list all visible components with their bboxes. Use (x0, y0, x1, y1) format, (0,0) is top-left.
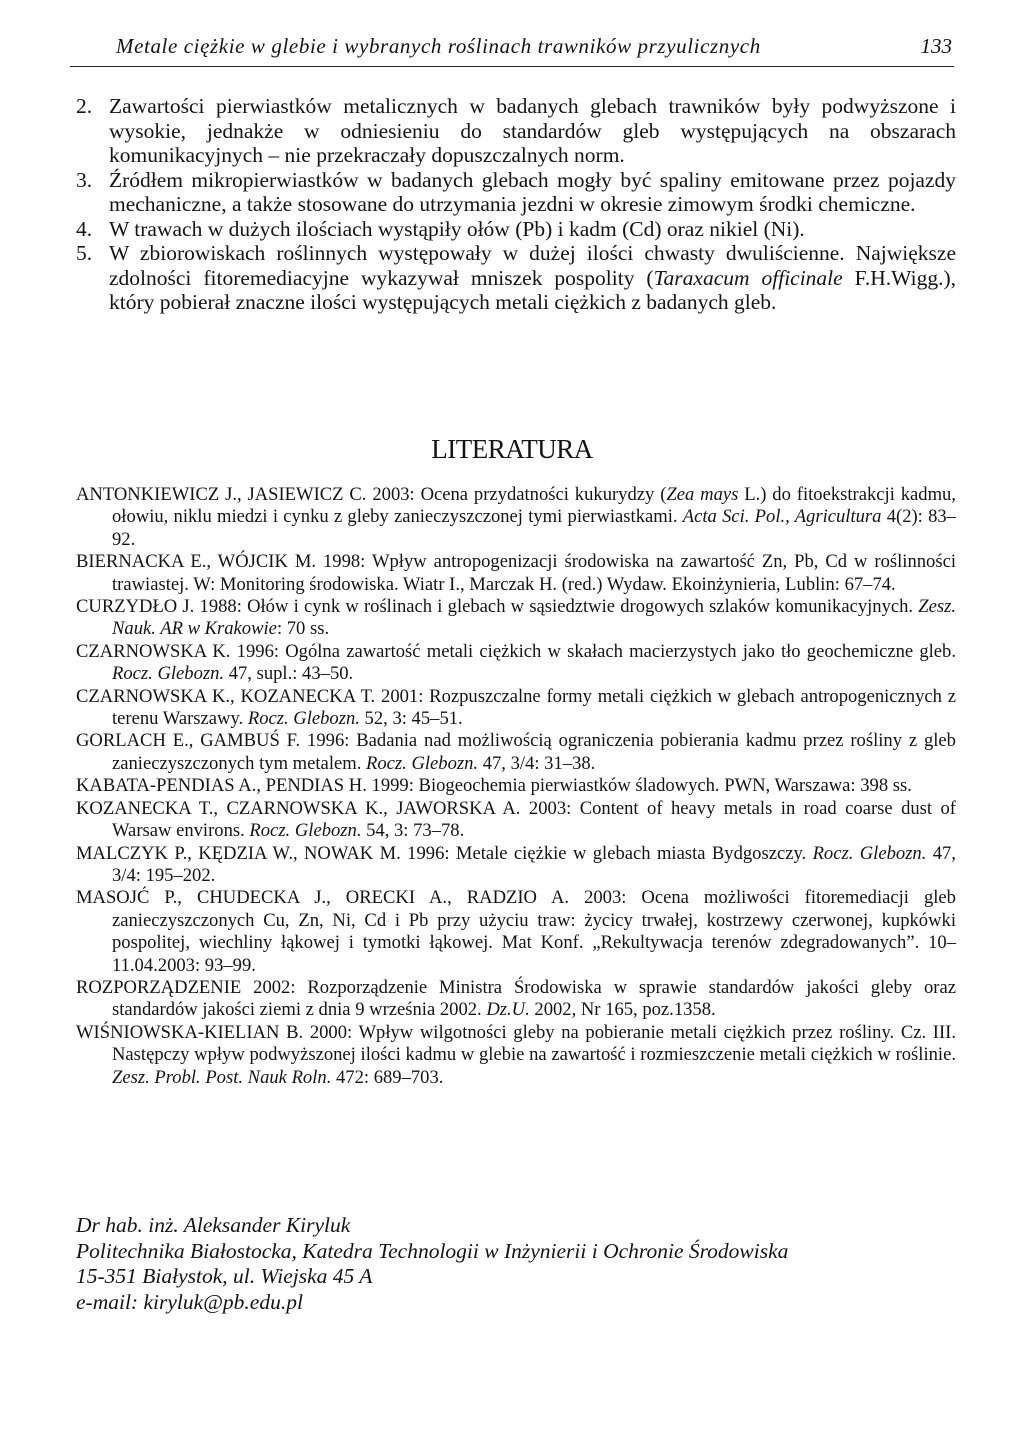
reference-italic: Rocz. Glebozn. (112, 663, 225, 685)
conclusion-number: 3. (76, 167, 93, 192)
reference-text: Badania nad możliwością ograniczenia pobierania kadmu przez rośliny z gleb zanieczyszczonych tym metalem. (112, 730, 956, 774)
reference-text: Ogólna zawartość metali ciężkich w skałach macierzystych jako tło geochemiczne gleb. (279, 640, 957, 662)
author-email: e-mail: kiryluk@pb.edu.pl (76, 1289, 303, 1314)
reference-authors: ANTONKIEWICZ J., JASIEWICZ C. (76, 484, 367, 505)
reference-italic: Zesz. Probl. Post. Nauk Roln. (112, 1066, 332, 1088)
literature-heading: LITERATURA (431, 434, 593, 464)
reference-entry (76, 843, 956, 888)
conclusion-item (76, 94, 956, 168)
reference-text: Wpływ antropogenizacji środowiska na zawartość Zn, Pb, Cd w roślinności trawiastej. W: Monitoring środowiska. Wiatr I., Marczak H. (red.) Wydaw. Ekoinżynieria, Lublin: 67–74. (112, 551, 956, 595)
reference-italic: Rocz. Glebozn. (249, 820, 362, 842)
reference-italic: Rocz. Glebozn. (812, 842, 927, 864)
running-header (70, 26, 954, 67)
reference-text: 472: 689–703. (331, 1066, 444, 1088)
reference-italic: Rocz. Glebozn. (366, 752, 479, 774)
reference-year: 1998: (322, 551, 366, 573)
reference-year: 1999: (371, 775, 414, 797)
reference-entry (76, 551, 956, 596)
conclusion-number: 5. (76, 241, 93, 265)
reference-entry (76, 686, 956, 731)
species-name: Taraxacum officinale (653, 265, 843, 290)
reference-entry (76, 798, 956, 843)
reference-text: 2002, Nr 165, poz.1358. (529, 999, 716, 1021)
reference-year: 1996: (307, 730, 350, 752)
reference-text: 52, 3: 45–51. (359, 708, 463, 730)
reference-year: 2002: (253, 976, 296, 998)
conclusion-number: 2. (76, 94, 93, 118)
running-title: Metale ciężkie w glebie i wybranych roślinach trawników przyulicznych (116, 34, 761, 58)
conclusion-item (76, 217, 956, 242)
reference-authors: CURZYDŁO J. (76, 596, 195, 618)
reference-year: 2000: (309, 1021, 353, 1043)
reference-text: Content of heavy metals in road coarse dust of Warsaw environs. (112, 797, 956, 842)
reference-italic: Zea mays (666, 484, 739, 505)
reference-text: : 70 ss. (276, 618, 330, 640)
author-name: Dr hab. inż. Aleksander Kiryluk (76, 1213, 351, 1237)
reference-italic: Rocz. Glebozn. (247, 708, 360, 730)
author-affiliation-block (76, 1213, 956, 1315)
reference-entry (76, 730, 956, 775)
reference-text: 4(2): 83–92. (112, 506, 956, 550)
reference-year: 1988: (199, 596, 242, 618)
reference-text: 47, supl.: 43–50. (224, 663, 354, 685)
reference-year: 2003: (372, 484, 415, 505)
reference-entry (76, 641, 956, 686)
reference-authors: BIERNACKA E., WÓJCIK M. (76, 551, 317, 573)
reference-text: 54, 3: 73–78. (361, 820, 465, 842)
author-institution: Politechnika Białostocka, Katedra Technologii w Inżynierii i Ochronie Środowiska (76, 1238, 789, 1263)
author-address: 15-351 Białystok, ul. Wiejska 45 A (76, 1264, 373, 1288)
reference-text: Ocena przydatności kukurydzy ( (414, 484, 667, 505)
reference-authors: GORLACH E., GAMBUŚ F. (76, 730, 301, 752)
reference-text: Metale ciężkie w glebach miasta Bydgoszczy. (449, 842, 813, 864)
reference-year: 2001: (381, 685, 424, 707)
reference-authors: ROZPORZĄDZENIE (76, 976, 242, 998)
reference-text: Rozpuszczalne formy metali ciężkich w glebach antropogenicznych z terenu Warszawy. (112, 685, 956, 730)
conclusion-text: W zbiorowiskach roślinnych występowały w dużej ilości chwasty dwuliścienne. Największe zdolności fitoremediacyjne wykazywał mniszek pospolity ( (109, 241, 956, 290)
reference-entry (76, 775, 956, 797)
conclusion-item (76, 168, 956, 217)
conclusion-number: 4. (76, 216, 93, 241)
reference-text: Biogeochemia pierwiastków śladowych. PWN, Warszawa: 398 ss. (413, 775, 912, 797)
reference-entry (76, 596, 956, 641)
conclusions-list (76, 94, 956, 315)
reference-authors: KABATA-PENDIAS A., PENDIAS H. (76, 775, 367, 797)
reference-text: Wpływ wilgotności gleby na pobieranie metali ciężkich przez rośliny. Cz. III. Następczy wpływ podwyższonej ilości kadmu w glebie na zawartość i rozmieszczenie metali ciężkich w roślinie. (112, 1021, 957, 1066)
conclusion-item (76, 241, 956, 315)
reference-authors: MASOJĆ P., CHUDECKA J., ORECKI A., RADZIO A. (76, 887, 570, 909)
reference-list (76, 484, 956, 1089)
reference-text: Ocena możliwości fitoremediacji gleb zanieczyszczonych Cu, Zn, Ni, Cd i Pb przy użyciu traw: życicy trwałej, kostrzewy czerwonej, kupkówki pospolitej, wiechliny łąkowej i tymotki łąkowej. Mat Konf. „Rekultywacja terenów zdegradowanych”. 10–11.04.2003: 93–99. (112, 887, 956, 976)
reference-text: 47, 3/4: 31–38. (478, 752, 596, 774)
reference-authors: KOZANECKA T., CZARNOWSKA K., JAWORSKA A. (76, 797, 521, 819)
reference-year: 2003: (528, 797, 572, 819)
conclusion-text: Zawartości pierwiastków metalicznych w badanych glebach trawników były podwyższone i wysokie, jednakże w odniesieniu do standardów gleb występujących na obszarach komunikacyjnych – nie przekraczały dopuszczalnych norm. (109, 94, 956, 167)
reference-journal: Acta Sci. Pol., Agricultura (682, 506, 882, 528)
reference-entry (76, 484, 956, 551)
reference-entry (76, 887, 956, 977)
page-number: 133 (920, 34, 952, 58)
reference-text: L.) do fitoekstrakcji kadmu, ołowiu, niklu miedzi i cynku z gleby zanieczyszczonej tymi pierwiastkami. (112, 484, 956, 528)
conclusion-text-end: F.H.Wigg.), który pobierał znaczne ilości występujących metali ciężkich z badanych gleb. (109, 265, 956, 314)
reference-year: 1996: (407, 842, 450, 864)
reference-year: 1996: (236, 640, 280, 662)
reference-text: Ołów i cynk w roślinach i glebach w sąsiedztwie drogowych szlaków komunikacyjnych. (241, 596, 919, 618)
conclusion-text: Źródłem mikropierwiastków w badanych glebach mogły być spaliny emitowane przez pojazdy mechaniczne, a także stosowane do utrzymania jezdni w okresie zimowym środki chemiczne. (109, 167, 956, 216)
reference-authors: WIŚNIOWSKA-KIELIAN B. (76, 1021, 304, 1043)
reference-authors: CZARNOWSKA K., KOZANECKA T. (76, 685, 376, 707)
reference-text: 47, 3/4: 195–202. (112, 842, 956, 886)
reference-italic: Zesz. Nauk. AR w Krakowie (112, 596, 956, 640)
reference-italic: Dz.U. (486, 999, 530, 1021)
reference-entry (76, 977, 956, 1022)
conclusion-text: W trawach w dużych ilościach wystąpiły ołów (Pb) i kadm (Cd) oraz nikiel (Ni). (109, 216, 805, 241)
reference-year: 2003: (584, 887, 627, 909)
reference-entry (76, 1022, 956, 1089)
reference-authors: CZARNOWSKA K. (76, 640, 231, 662)
reference-authors: MALCZYK P., KĘDZIA W., NOWAK M. (76, 842, 401, 864)
reference-text: Rozporządzenie Ministra Środowiska w sprawie standardów jakości gleby oraz standardów jakości ziemi z dnia 9 września 2002. (112, 976, 956, 1021)
